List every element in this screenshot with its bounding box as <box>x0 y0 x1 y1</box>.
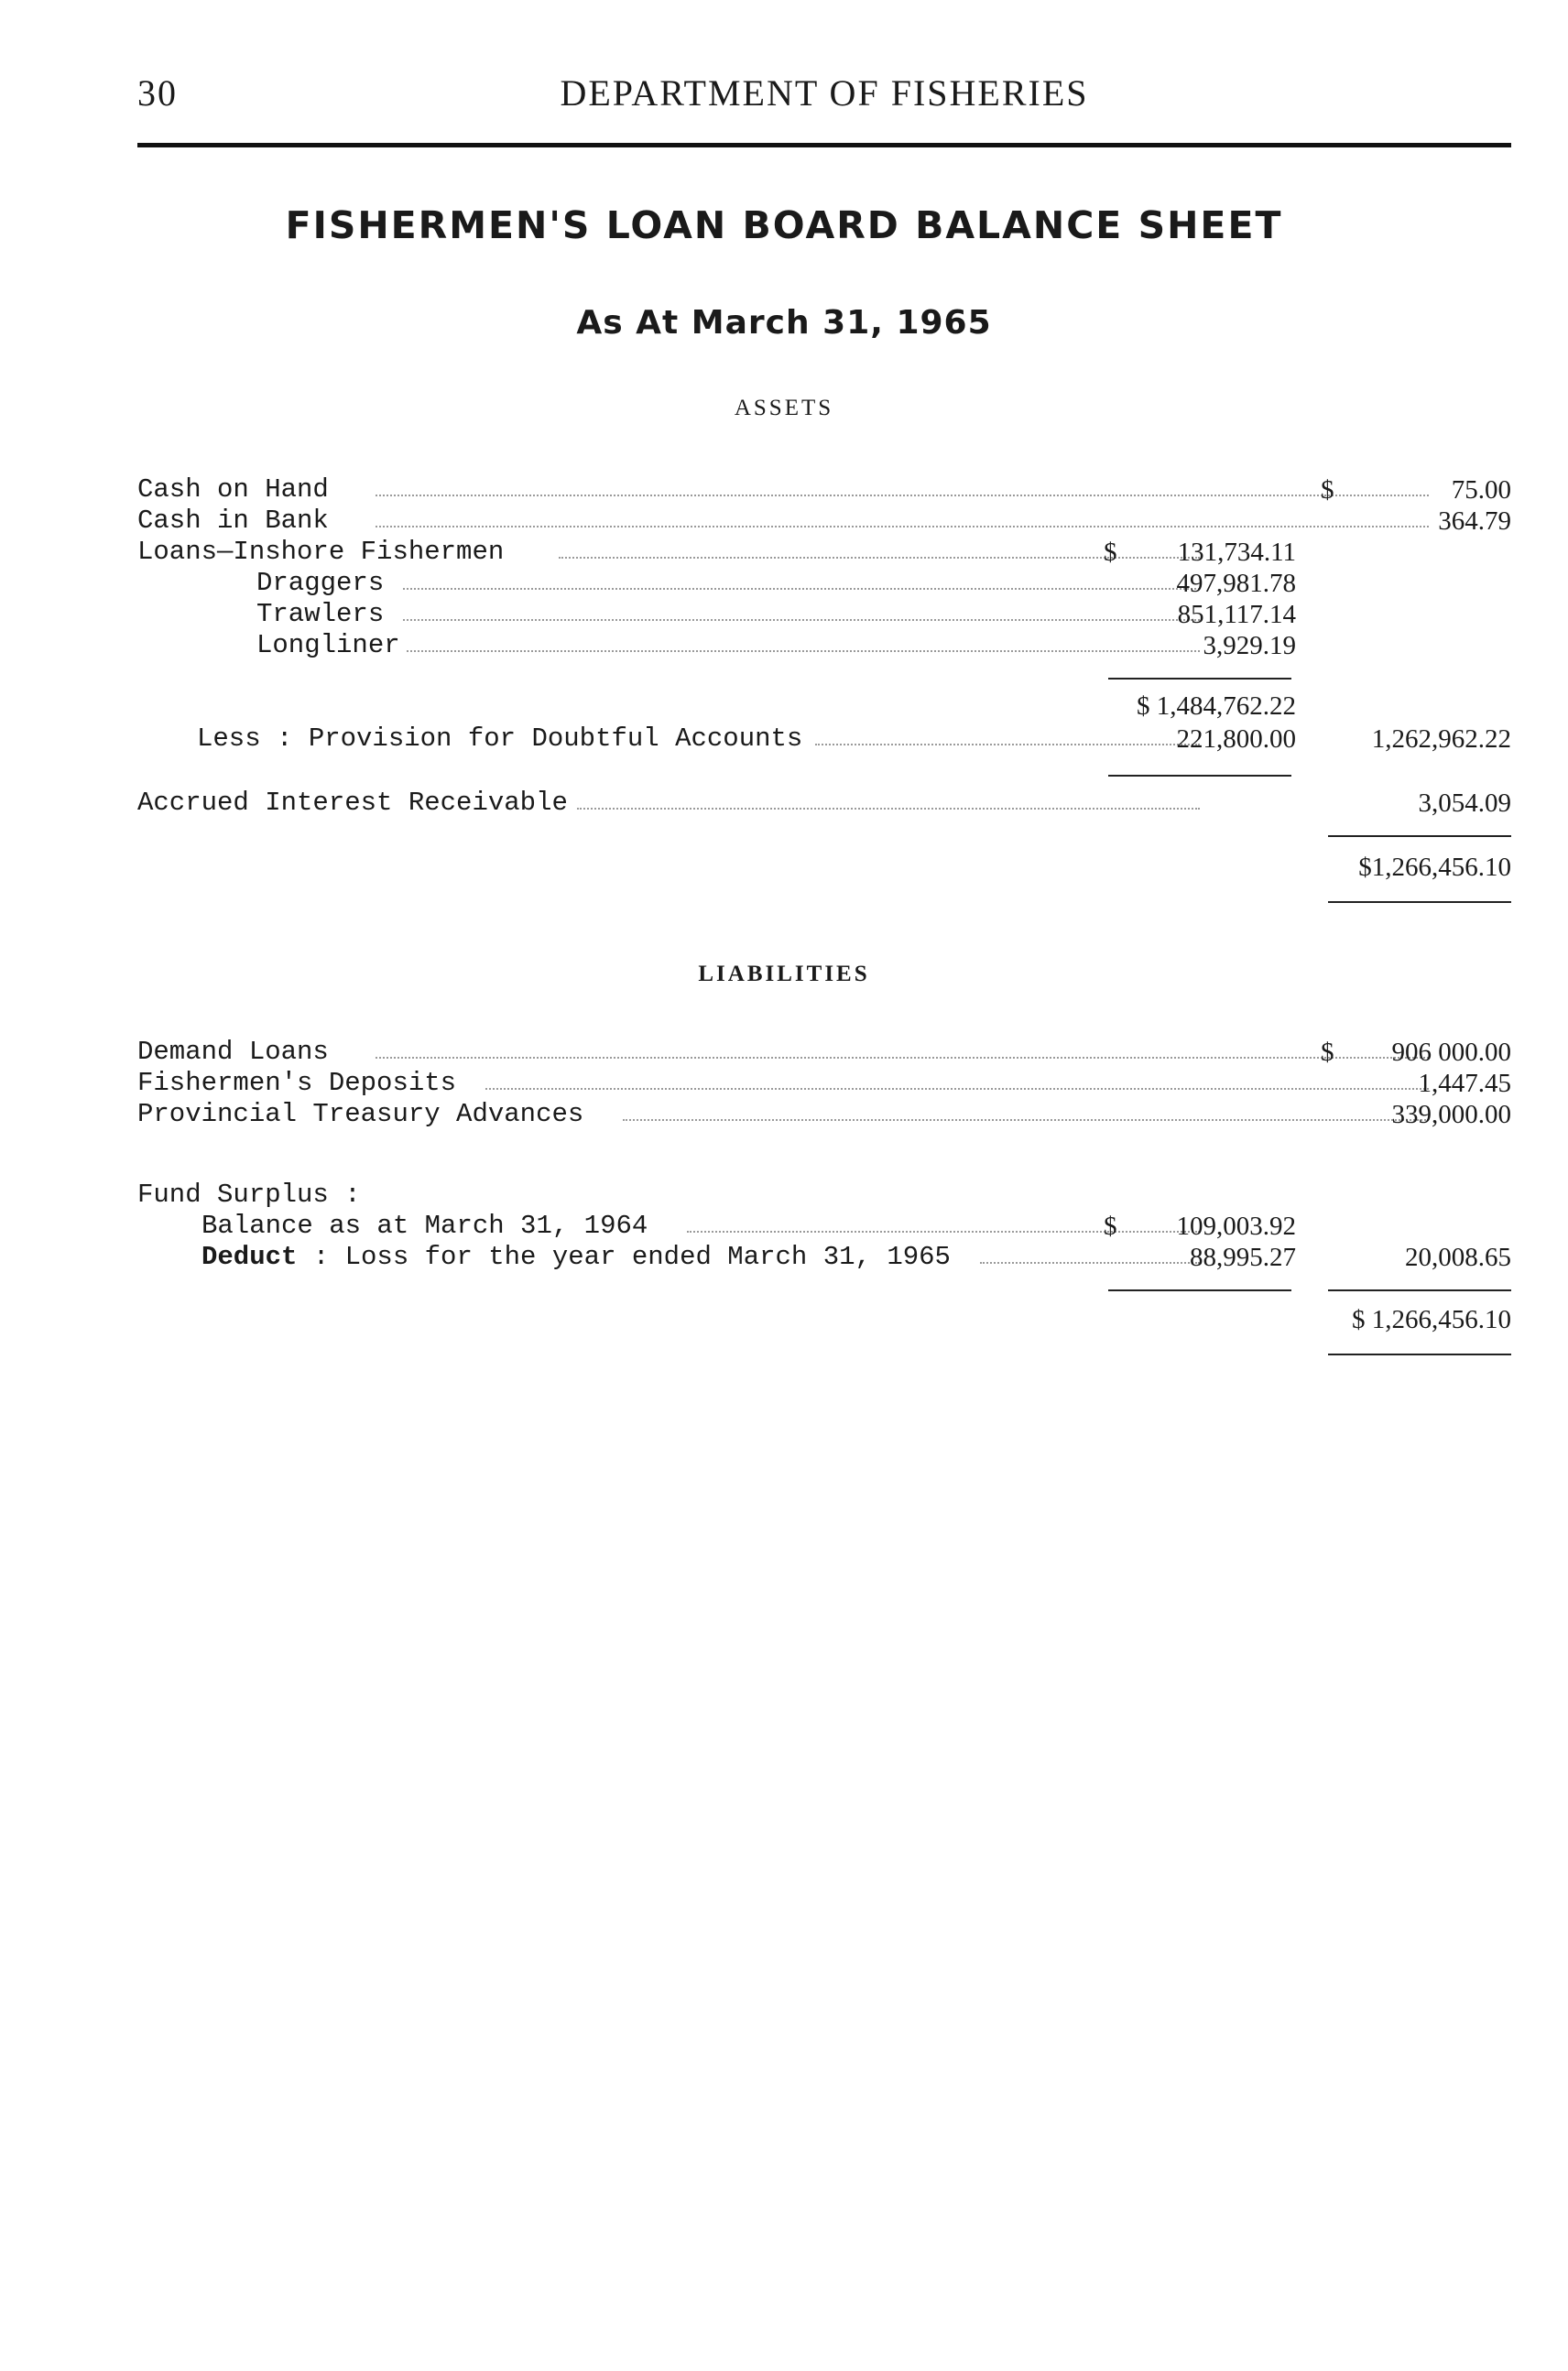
row-amount: 1,447.45 <box>1418 1069 1511 1098</box>
row-amount: 906 000.00 <box>1391 1038 1511 1067</box>
row-label: Loans—Inshore Fishermen <box>137 537 509 568</box>
document-title: FISHERMEN'S LOAN BOARD BALANCE SHEET <box>285 203 1283 247</box>
subtotal-rule <box>1108 775 1291 777</box>
assets-heading: ASSETS <box>734 396 834 420</box>
row-amount: 75.00 <box>1451 475 1511 505</box>
dot-leader <box>403 650 1200 652</box>
row-label: Balance as at March 31, 1964 <box>201 1211 653 1242</box>
currency-symbol: $ <box>1104 1212 1117 1241</box>
row-amount: 3,929.19 <box>1203 631 1296 660</box>
row-label: Draggers <box>256 568 389 599</box>
liabilities-heading: LIABILITIES <box>698 962 870 986</box>
row-label: Cash in Bank <box>137 506 334 537</box>
dot-leader <box>403 619 1200 621</box>
row-label: Provincial Treasury Advances <box>137 1099 589 1130</box>
asset-row-accrued-interest <box>137 788 1511 819</box>
asset-row-cash-in-bank <box>137 506 1511 537</box>
header-rule <box>137 143 1511 147</box>
subtotal-rule <box>1108 1289 1291 1291</box>
fund-surplus-balance-row <box>137 1211 1511 1242</box>
deduct-description: : Loss for the year ended March 31, 1965 <box>297 1242 951 1272</box>
assets-total-row <box>137 852 1511 883</box>
total-double-rule <box>1328 901 1511 903</box>
row-label <box>201 1242 956 1273</box>
dot-leader <box>403 588 1200 590</box>
currency-symbol: $ <box>1321 475 1334 505</box>
asset-row-loans-longliner <box>137 630 1511 661</box>
asset-row-loans-draggers <box>137 568 1511 599</box>
document-subtitle: As At March 31, 1965 <box>576 304 992 342</box>
total-rule <box>1328 1289 1511 1291</box>
row-amount: 3,054.09 <box>1418 789 1511 818</box>
row-label: Longliner <box>256 630 406 661</box>
subtotal-rule <box>1108 678 1291 680</box>
department-name: DEPARTMENT OF FISHERIES <box>560 72 1089 114</box>
row-net-amount: 1,262,962.22 <box>1371 724 1511 754</box>
dot-leader <box>376 526 1429 527</box>
liability-row-demand-loans <box>137 1037 1511 1068</box>
row-amount: 364.79 <box>1438 506 1511 536</box>
row-label: Fishermen's Deposits <box>137 1068 462 1099</box>
row-label: Accrued Interest Receivable <box>137 788 573 819</box>
total-rule <box>1328 835 1511 837</box>
fund-surplus-label-row <box>137 1180 1511 1211</box>
liability-row-fishermens-deposits <box>137 1068 1511 1099</box>
dot-leader <box>623 1119 1429 1121</box>
row-amount: 339,000.00 <box>1391 1100 1511 1129</box>
row-label: Demand Loans <box>137 1037 334 1068</box>
asset-row-loans-inshore <box>137 537 1511 568</box>
liability-row-treasury-advances <box>137 1099 1511 1130</box>
row-amount: 131,734.11 <box>1177 538 1296 567</box>
currency-symbol: $ <box>1321 1038 1334 1067</box>
row-label: Less : Provision for Doubtful Accounts <box>197 723 808 755</box>
currency-symbol: $ <box>1104 538 1117 567</box>
dot-leader <box>577 808 1200 810</box>
asset-row-loans-total <box>137 691 1511 722</box>
dot-leader <box>376 495 1429 496</box>
asset-row-loans-trawlers <box>137 599 1511 630</box>
row-net-amount: 20,008.65 <box>1405 1243 1511 1272</box>
row-amount: 109,003.92 <box>1176 1212 1296 1241</box>
asset-row-cash-on-hand <box>137 474 1511 506</box>
asset-row-provision <box>137 723 1511 755</box>
total-double-rule <box>1328 1354 1511 1355</box>
running-header <box>137 71 1511 126</box>
row-amount: 497,981.78 <box>1176 569 1296 598</box>
fund-surplus-deduct-row <box>137 1242 1511 1273</box>
dot-leader <box>687 1231 1200 1233</box>
loans-total: $ 1,484,762.22 <box>1137 691 1296 721</box>
dot-leader <box>485 1088 1429 1090</box>
row-label: Cash on Hand <box>137 474 334 506</box>
row-amount: 221,800.00 <box>1176 724 1296 754</box>
liabilities-total-row <box>137 1304 1511 1335</box>
row-label: Fund Surplus : <box>137 1180 366 1211</box>
row-amount: 88,995.27 <box>1190 1243 1296 1272</box>
assets-total: $1,266,456.10 <box>1358 853 1511 882</box>
dot-leader <box>376 1057 1429 1059</box>
row-label: Trawlers <box>256 599 389 630</box>
page-number: 30 <box>137 72 178 114</box>
liabilities-total: $ 1,266,456.10 <box>1352 1305 1511 1334</box>
row-amount: 851,117.14 <box>1177 600 1296 629</box>
deduct-label: Deduct <box>201 1242 298 1272</box>
